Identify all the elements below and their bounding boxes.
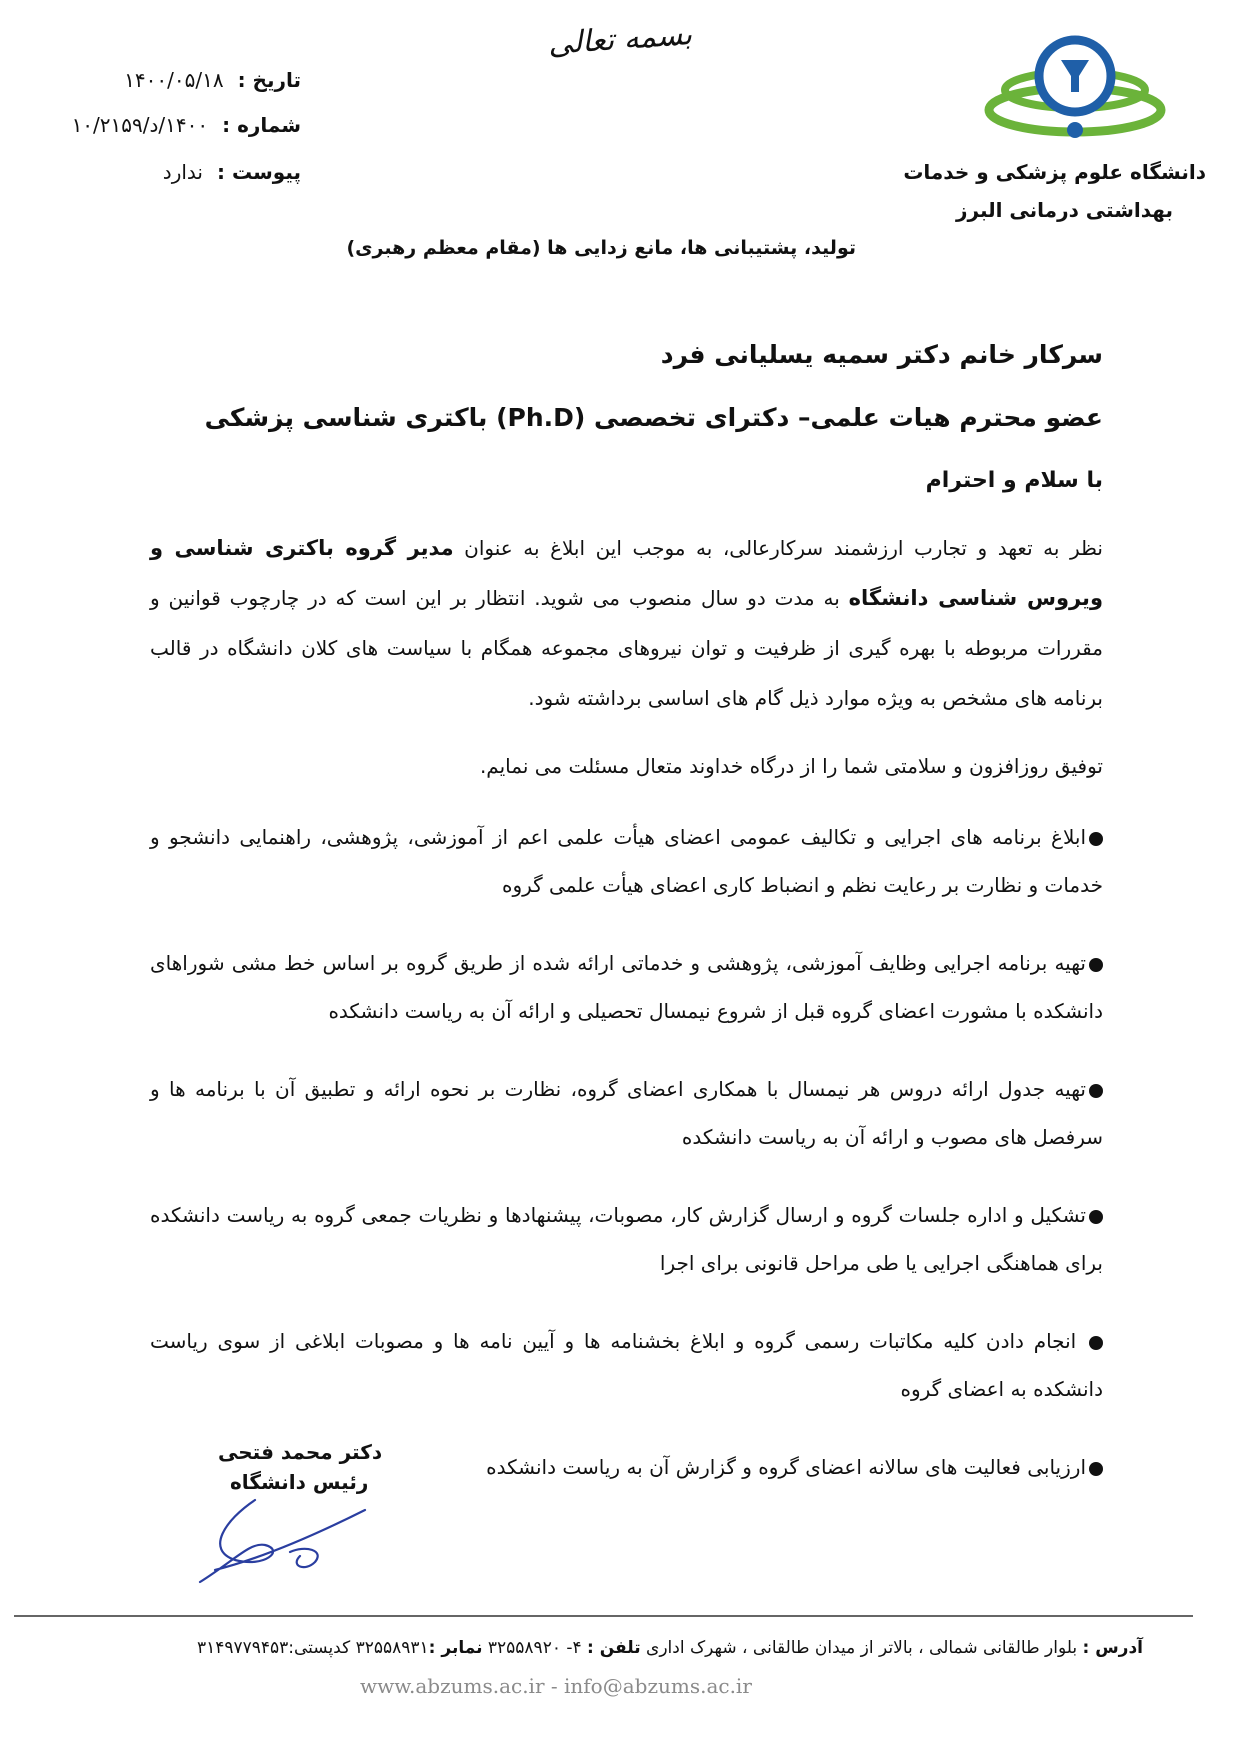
date-value: ۱۴۰۰/۰۵/۱۸ <box>124 68 224 92</box>
duty-item <box>150 1191 1103 1287</box>
appointment-position: مدیر گروه باکتری شناسی و ویروس شناسی دانشگاه <box>150 536 1103 610</box>
letter-number <box>72 113 301 137</box>
fax-value: ۳۲۵۵۸۹۳۱ <box>350 1638 429 1658</box>
invocation-heading: بسمه تعالی <box>546 17 694 62</box>
signatory-title: رئیس دانشگاه <box>230 1470 369 1494</box>
attachment-value: ندارد <box>162 160 203 184</box>
duty-item <box>150 813 1103 909</box>
appointment-paragraph <box>150 523 1103 723</box>
footer-contact-links <box>360 1674 752 1698</box>
duty-text: انجام دادن کلیه مکاتبات رسمی گروه و ابلاغ بخشنامه ها و آیین نامه ها و مصوبات ابلاغی از سوی ریاست دانشکده به اعضای گروه <box>150 1329 1103 1401</box>
duty-text: تهیه برنامه اجرایی وظایف آموزشی، پژوهشی و خدماتی ارائه شده از طریق گروه بر اساس خط مشی شوراهای دانشکده با مشورت اعضای گروه قبل از شروع نیمسال تحصیلی و ارائه آن به ریاست دانشکده <box>150 951 1103 1023</box>
duty-text: تشکیل و اداره جلسات گروه و ارسال گزارش کار، مصوبات، پیشنهادها و نظریات جمعی گروه به ریاست دانشکده برای هماهنگی اجرایی یا طی مراحل قانونی برای اجرا <box>150 1203 1103 1275</box>
letter-attachment <box>163 160 301 184</box>
footer-divider <box>14 1615 1193 1617</box>
greeting: با سلام و احترام <box>925 468 1103 493</box>
duty-item <box>150 1065 1103 1161</box>
duty-text: ابلاغ برنامه های اجرایی و تکالیف عمومی اعضای هیأت علمی اعم از آموزشی، پژوهشی، راهنمایی دانشجو و خدمات و نظارت بر رعایت نظم و انضباط کاری اعضای هیأت علمی گروه <box>150 825 1103 897</box>
number-label: شماره : <box>222 113 301 137</box>
closing-wish: توفیق روزافزون و سلامتی شما را از درگاه خداوند متعال مسئلت می نمایم. <box>479 754 1103 778</box>
duty-text: تهیه جدول ارائه دروس هر نیمسال با همکاری اعضای گروه، نظارت بر نحوه ارائه و تطبیق آن با برنامه ها و سرفصل های مصوب و ارائه آن به ریاست دانشکده <box>150 1077 1103 1149</box>
appointment-text-part2: به مدت دو سال منصوب می شوید. انتظار بر این است که در چارچوب قوانین و مقررات مربوطه با بهره گیری از ظرفیت و توان نیروهای مجموعه همگام با سیاست های کلان دانشگاه در قالب برنامه های مشخص به ویژه موارد ذیل گام های اساسی برداشته شود. <box>150 586 1103 710</box>
year-slogan: تولید، پشتیبانی ها، مانع زدایی ها (مقام معظم رهبری) <box>346 237 856 259</box>
duty-item <box>150 1317 1103 1413</box>
address-label: آدرس : <box>1082 1638 1143 1658</box>
handwritten-signature <box>195 1490 375 1590</box>
bullet-icon <box>1089 1084 1103 1098</box>
duty-item <box>150 939 1103 1035</box>
date-label: تاریخ : <box>237 68 301 92</box>
letter-body <box>150 340 1103 1521</box>
university-name-line1: دانشگاه علوم پزشکی و خدمات <box>903 160 1206 184</box>
bullet-icon <box>1089 1462 1103 1476</box>
number-value: ۱۴۰۰/د/۱۰/۲۱۵۹ <box>71 113 209 137</box>
bullet-icon <box>1089 832 1103 846</box>
duty-text: ارزیابی فعالیت های سالانه اعضای گروه و گزارش آن به ریاست دانشکده <box>486 1455 1086 1479</box>
footer-address <box>55 1638 1143 1658</box>
address-text: بلوار طالقانی شمالی ، بالاتر از میدان طالقانی ، شهرک اداری <box>640 1638 1083 1658</box>
signatory-name: دکتر محمد فتحی <box>218 1440 383 1464</box>
letter-date <box>124 68 301 92</box>
bullet-icon <box>1089 1210 1103 1224</box>
link-separator: - <box>544 1674 564 1698</box>
bullet-icon <box>1089 958 1103 972</box>
postal-value: ۳۱۴۹۷۷۹۴۵۳ <box>196 1638 289 1658</box>
recipient-name: سرکار خانم دکتر سمیه یسلیانی فرد <box>660 340 1103 369</box>
fax-label: نمابر : <box>428 1638 483 1658</box>
university-name-line2: بهداشتی درمانی البرز <box>955 198 1173 222</box>
postal-label: کدپستی: <box>288 1638 351 1658</box>
university-logo <box>975 18 1175 148</box>
phone-label: تلفن : <box>587 1638 641 1658</box>
website-link[interactable]: www.abzums.ac.ir <box>360 1674 545 1698</box>
email-link[interactable]: info@abzums.ac.ir <box>564 1674 752 1698</box>
phone-value: ۴- ۳۲۵۵۸۹۲۰ <box>482 1638 588 1658</box>
appointment-text-part1: نظر به تعهد و تجارب ارزشمند سرکارعالی، به موجب این ابلاغ به عنوان <box>453 536 1103 560</box>
attachment-label: پیوست : <box>216 160 301 184</box>
bullet-icon <box>1089 1336 1103 1350</box>
recipient-title: عضو محترم هیات علمی– دکترای تخصصی (Ph.D) باکتری شناسی پزشکی <box>204 403 1103 432</box>
